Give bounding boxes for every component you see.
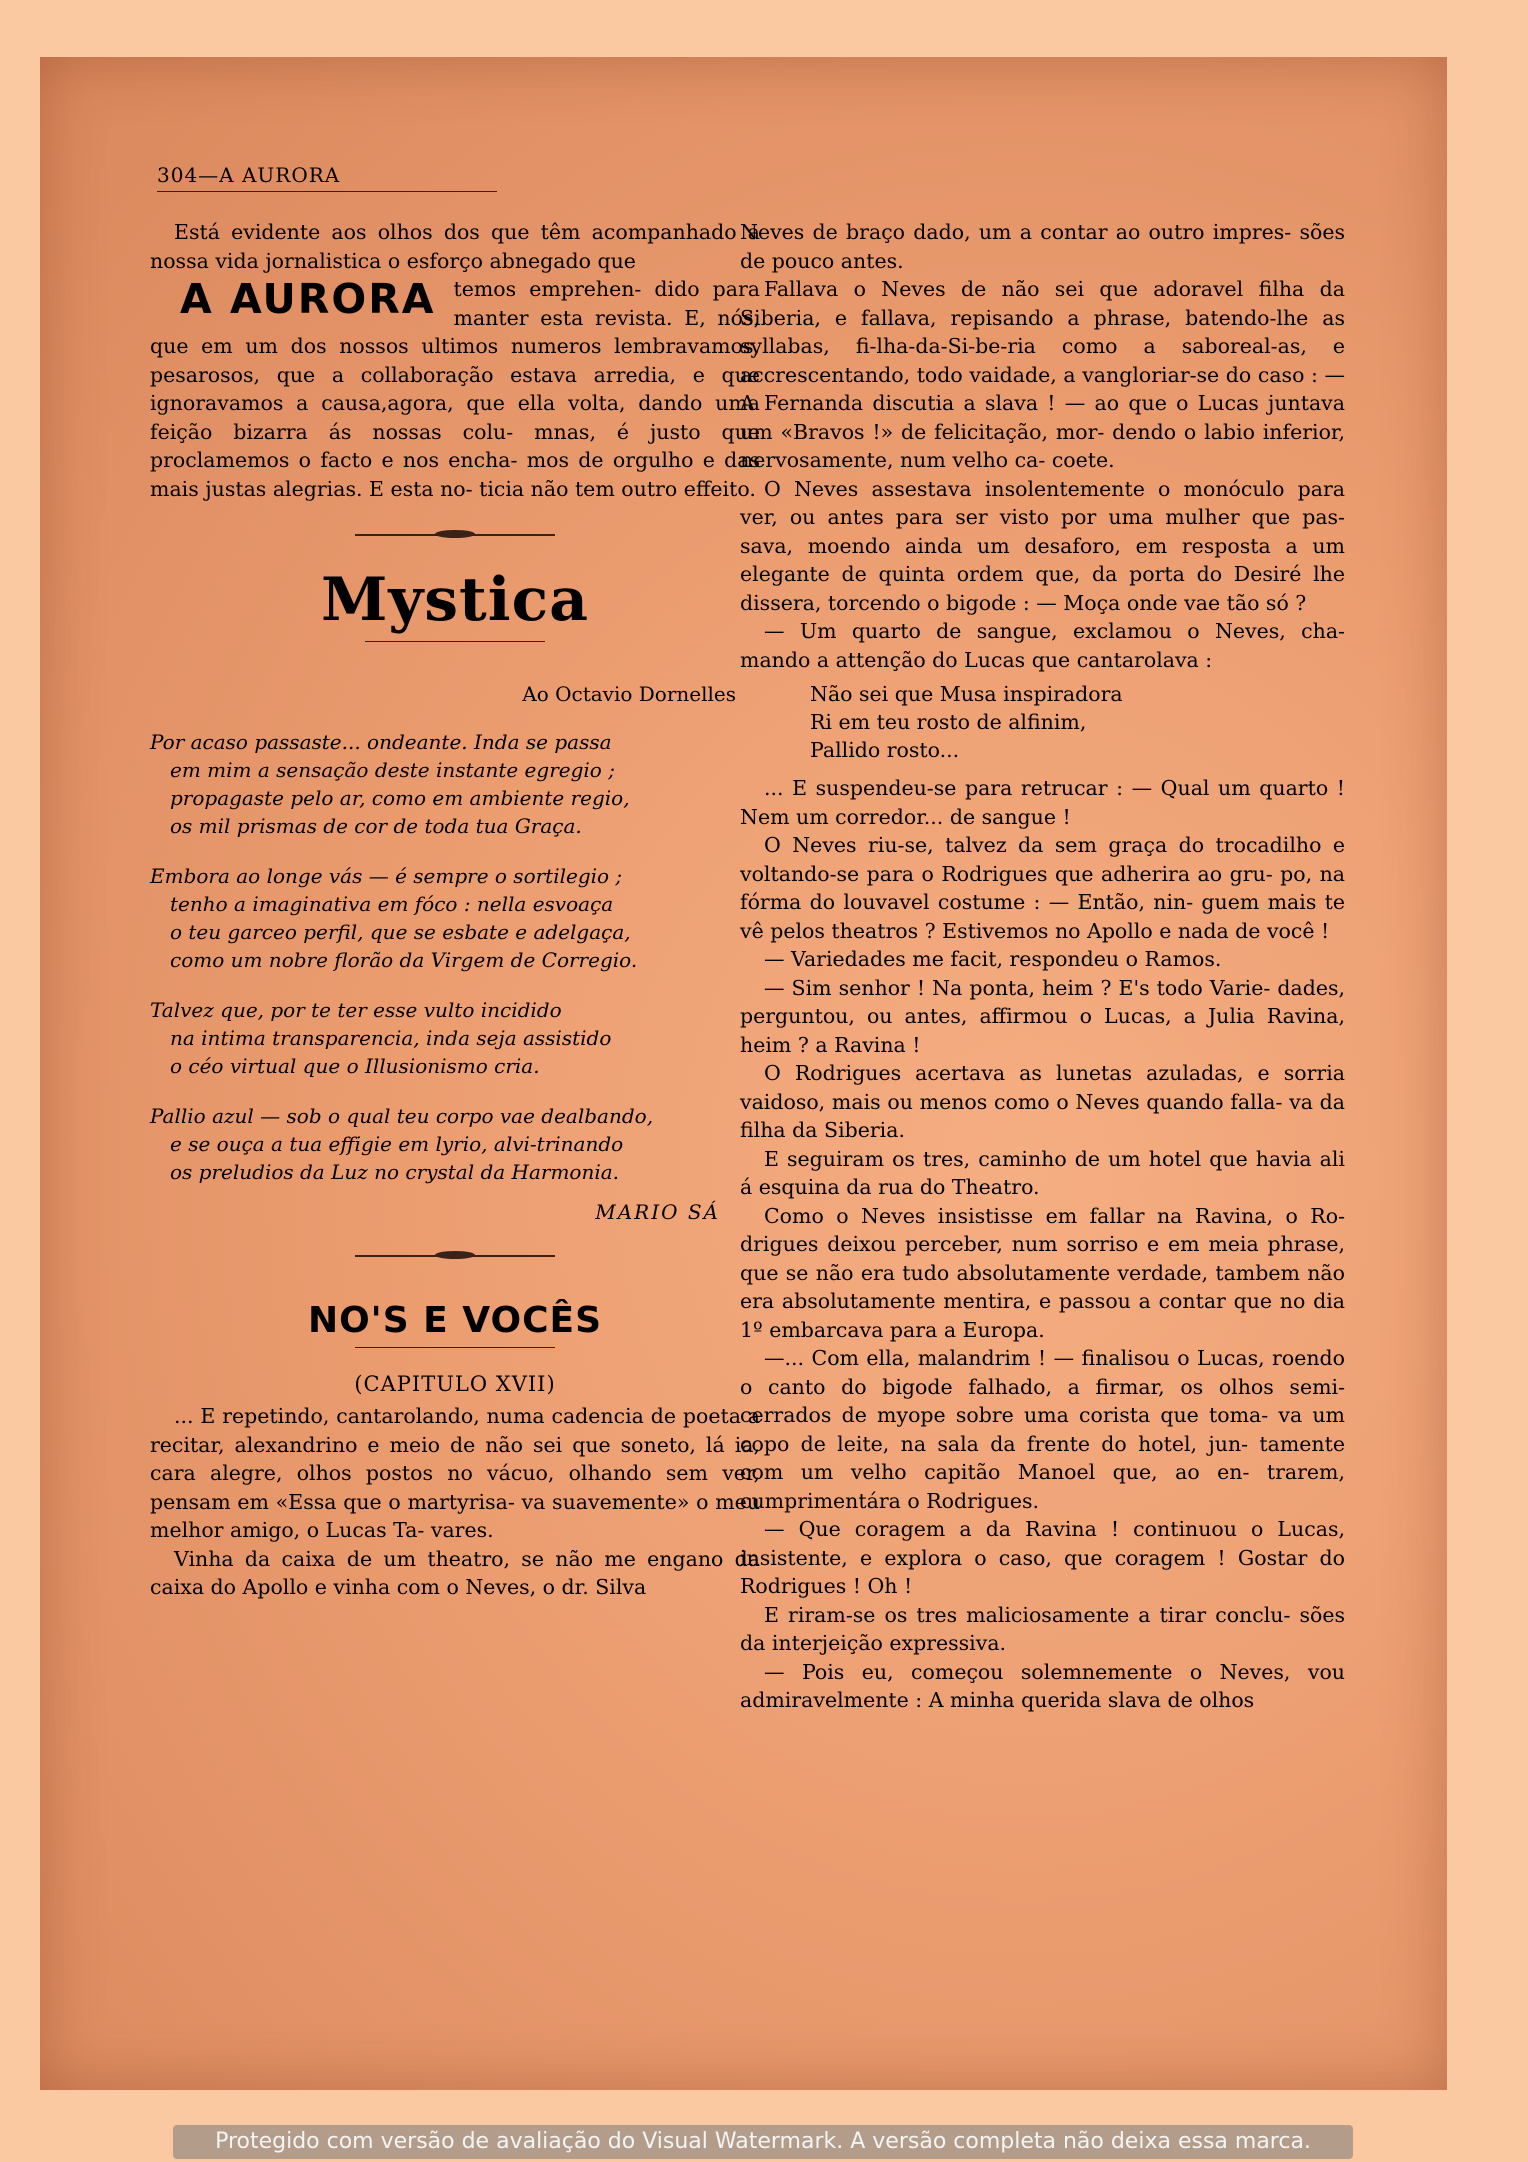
intro-block [150, 275, 760, 503]
poem-line: os preludios da Luz no crystal da Harmonia. [170, 1160, 620, 1184]
story-paragraph: —... Com ella, malandrim ! — finalisou o Lucas, roendo o canto do bigode falhado, a firmar, os olhos semi-cerrados de myope sobre uma corista que toma- va um copo de leite, na sala da frente do hotel, jun- tamente com um velho capitão Manoel que, ao en- trarem, cumprimentára o Rodrigues. [740, 1346, 1345, 1513]
story-paragraph: — Um quarto de sangue, exclamou o Neves, cha- mando a attenção do Lucas que cantarolava : [740, 619, 1345, 672]
poem-line: propagaste pelo ar, como em ambiente regio, [170, 786, 630, 810]
poem-line: o céo virtual que o Illusionismo cria. [170, 1054, 540, 1078]
poem-line: os mil prismas de cor de toda tua Graça. [170, 814, 582, 838]
quoted-verse [810, 680, 1345, 764]
watermark-notice: Protegido com versão de avaliação do Visual Watermark. A versão completa não deixa essa marca. [173, 2125, 1353, 2159]
poem-stanza [150, 996, 760, 1080]
story-paragraph: Fallava o Neves de não sei que adoravel filha da Siberia, e fallava, repisando a phrase, batendo-lhe as syllabas, fi-lha-da-Si-be-ria como a saboreal-as, e accrescentando, todo vaidade, a vangloriar-se do caso : — A Fernanda discutia a slava ! — ao que o Lucas juntava um «Bravos !» de felicitação, mor- dendo o labio inferior, nervosamente, num velho ca- coete. [740, 277, 1345, 472]
poem-line: Talvez que, por te ter esse vulto incidido [150, 998, 562, 1022]
story-paragraph: O Neves riu-se, talvez da sem graça do trocadilho e voltando-se para o Rodrigues que adherira ao gru- po, na fórma do louvavel costume : — Então, nin- guem mais te vê pelos theatros ? Estivemos no Apollo e nada de você ! [740, 833, 1345, 943]
ornament-divider [355, 529, 555, 541]
ornament-divider [355, 1250, 555, 1262]
story-paragraph: ... E suspendeu-se para retrucar : — Qual um quarto ! Nem um corredor... de sangue ! [740, 776, 1345, 829]
title-rule [355, 1347, 555, 1348]
verse-line: Ri em teu rosto de alfinim, [810, 710, 1087, 734]
poem-stanza [150, 728, 760, 840]
poem-line: tenho a imaginativa em fóco : nella esvoaça [170, 892, 614, 916]
verse-line: Pallido rosto... [810, 738, 960, 762]
running-head: 304—A AURORA [157, 163, 497, 192]
right-column [740, 218, 1345, 1715]
poem-stanza [150, 862, 760, 974]
story-paragraph: O Rodrigues acertava as lunetas azuladas, e sorria vaidoso, mais ou menos como o Neves quando falla- va da filha da Siberia. [740, 1061, 1345, 1142]
story-paragraph: — Sim senhor ! Na ponta, heim ? E's todo Varie- dades, perguntou, ou antes, affirmou o Lucas, a Julia Ravina, heim ? a Ravina ! [740, 975, 1345, 1057]
intro-paragraph-rest: temos emprehen- dido para manter esta revista. E, nós, que em um dos nossos ultimos numeros lembravamos, pesarosos, que a collaboração estava arredia, e que ignoravamos a causa,agora, que ella volta, dando uma feição bizarra ás nossas colu- mnas, é justo que proclamemos o facto e nos encha- mos de orgulho e das mais justas alegrias. E esta no- ticia não tem outro effeito. [150, 277, 760, 501]
poem-line: em mim a sensação deste instante egregio ; [170, 758, 615, 782]
poem-line: e se ouça a tua effigie em lyrio, alvi-trinando [170, 1132, 624, 1156]
story-title: NO'S E VOCÊS [307, 1300, 603, 1341]
poem-dedication: Ao Octavio Dornelles [522, 682, 736, 706]
story-paragraph: Neves de braço dado, um a contar ao outro impres- sões de pouco antes. [740, 220, 1345, 273]
poem-line: o teu garceo perfil, que se esbate e adelgaça, [170, 920, 631, 944]
story-paragraph: — Que coragem a da Ravina ! continuou o Lucas, insistente, e explora o caso, que coragem ! Gostar do Rodrigues ! Oh ! [740, 1517, 1345, 1598]
intro-paragraph-start: Está evidente aos olhos dos que têm acompanhado a nossa vida jornalistica o esforço abnegado que [150, 220, 760, 273]
poem-line: como um nobre florão da Virgem de Corregio. [170, 948, 638, 972]
story-paragraph: — Variedades me facit, respondeu o Ramos. [764, 947, 1222, 971]
chapter-heading: (CAPITULO XVII) [354, 1372, 556, 1396]
story-paragraph: O Neves assestava insolentemente o monóculo para ver, ou antes para ser visto por uma mulher que pas- sava, moendo ainda um desaforo, em resposta a um elegante de quinta ordem que, da porta do Desiré lhe dissera, torcendo o bigode : — Moça onde vae tão só ? [740, 476, 1345, 615]
story-paragraph: E seguiram os tres, caminho de um hotel que havia ali á esquina da rua do Theatro. [740, 1146, 1345, 1199]
story-paragraph: ... E repetindo, cantarolando, numa cadencia de poeta a recitar, alexandrino e meio de não sei que soneto, lá ia, cara alegre, olhos postos no vácuo, olhando sem ver, pensam em «Essa que o martyrisa- va suavemente» o meu melhor amigo, o Lucas Ta- vares. [150, 1404, 760, 1542]
title-rule [365, 641, 545, 642]
story-paragraph: E riram-se os tres maliciosamente a tirar conclu- sões da interjeição expressiva. [740, 1602, 1345, 1655]
poem-line: Por acaso passaste... ondeante. Inda se passa [150, 730, 612, 754]
aurora-logo: A AURORA [180, 275, 436, 323]
poem-title: Mystica [321, 565, 589, 635]
poem-stanza [150, 1102, 760, 1186]
story-paragraph: Vinha da caixa de um theatro, se não me engano da caixa do Apollo e vinha com o Neves, o dr. Silva [150, 1546, 760, 1599]
poem-line: Embora ao longe vás — é sempre o sortilegio ; [150, 864, 623, 888]
poem-line: na intima transparencia, inda seja assistido [170, 1026, 612, 1050]
story-paragraph: Como o Neves insistisse em fallar na Ravina, o Ro- drigues deixou perceber, num sorriso e em meia phrase, que se não era tudo absolutamente verdade, tambem não era absolutamente mentira, e passou a contar que no dia 1º embarcava para a Europa. [740, 1203, 1345, 1342]
verse-line: Não sei que Musa inspiradora [810, 682, 1123, 706]
poem-line: Pallio azul — sob o qual teu corpo vae dealbando, [150, 1104, 654, 1128]
left-column [150, 218, 760, 1602]
poem-author: MARIO SÁ [595, 1200, 720, 1224]
story-paragraph: — Pois eu, começou solemnemente o Neves, vou admiravelmente : A minha querida slava de olhos [740, 1659, 1345, 1712]
